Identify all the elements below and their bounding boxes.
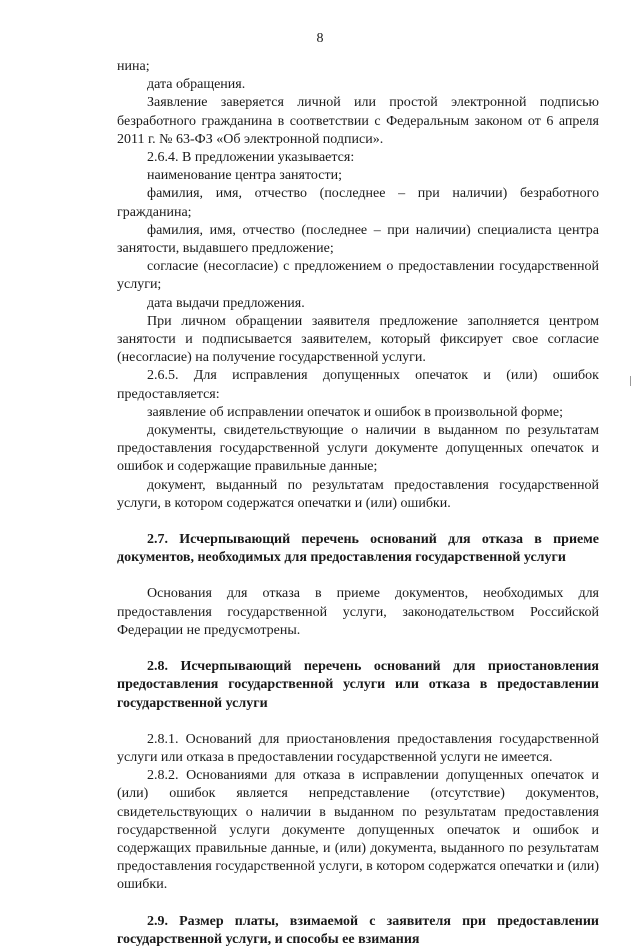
section-2-8-2-text: 2.8.2. Основаниями для отказа в исправлении допущенных опечаток и (или) ошибок является непредставление (отсутствие) документов, свидетельствующих о наличии в выданном по результатам предоставления государственной услуги документе допущенных опечаток и ошибок и содержащих правильные данные, и (или) документа, выданного по результатам предоставления государственной услуги, в котором содержатся опечатки и (или) ошибки. [117,768,599,893]
paragraph: нина; [117,59,150,74]
paragraph: дата обращения. [147,77,246,93]
paragraph: фамилия, имя, отчество (последнее – при наличии) специалиста центра занятости, выдавшего предложение; [117,222,599,257]
paragraph: документ, выданный по результатам предоставления государственной услуги, в котором содержатся опечатки и (или) ошибки. [117,477,599,511]
paragraph: 2.6.5. Для исправления допущенных опечаток и (или) ошибок предоставляется: [117,368,599,402]
section-heading-2-7: 2.7. Исчерпывающий перечень оснований для отказа в приеме документов, необходимых для предоставления государственной услуги [117,532,599,566]
section-heading-2-8: 2.8. Исчерпывающий перечень оснований для приостановления предоставления государственной услуги или отказа в предоставлении государственной услуги [117,659,599,711]
paragraph: наименование центра занятости; [147,168,342,184]
paragraph: документы, свидетельствующие о наличии в выданном по результатам предоставления государственной услуги документе допущенных опечаток и ошибок и содержащие правильные данные; [117,423,599,475]
section-2-7-text: Основания для отказа в приеме документов, необходимых для предоставления государственной услуги, законодательством Российской Федерации не предусмотрены. [117,586,599,638]
section-heading-2-9: 2.9. Размер платы, взимаемой с заявителя при предоставлении государственной услуги, и способы ее взимания [117,913,599,947]
page-number: 8 [316,31,324,46]
section-2-8-1-text: 2.8.1. Оснований для приостановления предоставления государственной услуги или отказа в предоставлении государственной услуги не имеется. [117,731,599,765]
paragraph: 2.6.4. В предложении указывается: [147,150,355,166]
paragraph: При личном обращении заявителя предложение заполняется центром занятости и подписывается заявителем, который фиксирует свое согласие (несогласие) на получение государственной услуги. [117,313,599,366]
paragraph: согласие (несогласие) с предложением о предоставлении государственной услуги; [117,259,599,293]
paragraph: Заявление заверяется личной или простой электронной подписью безработного гражданина в соответствии с Федеральным законом от 6 апреля 2011 г. № 63-ФЗ «Об электронной подписи». [117,95,599,147]
scan-margin-mark [630,376,631,386]
document-body [117,58,599,949]
paragraph: дата выдачи предложения. [147,295,305,311]
paragraph: фамилия, имя, отчество (последнее – при наличии) безработного гражданина; [117,186,599,220]
paragraph: заявление об исправлении опечаток и ошибок в произвольной форме; [147,404,563,420]
